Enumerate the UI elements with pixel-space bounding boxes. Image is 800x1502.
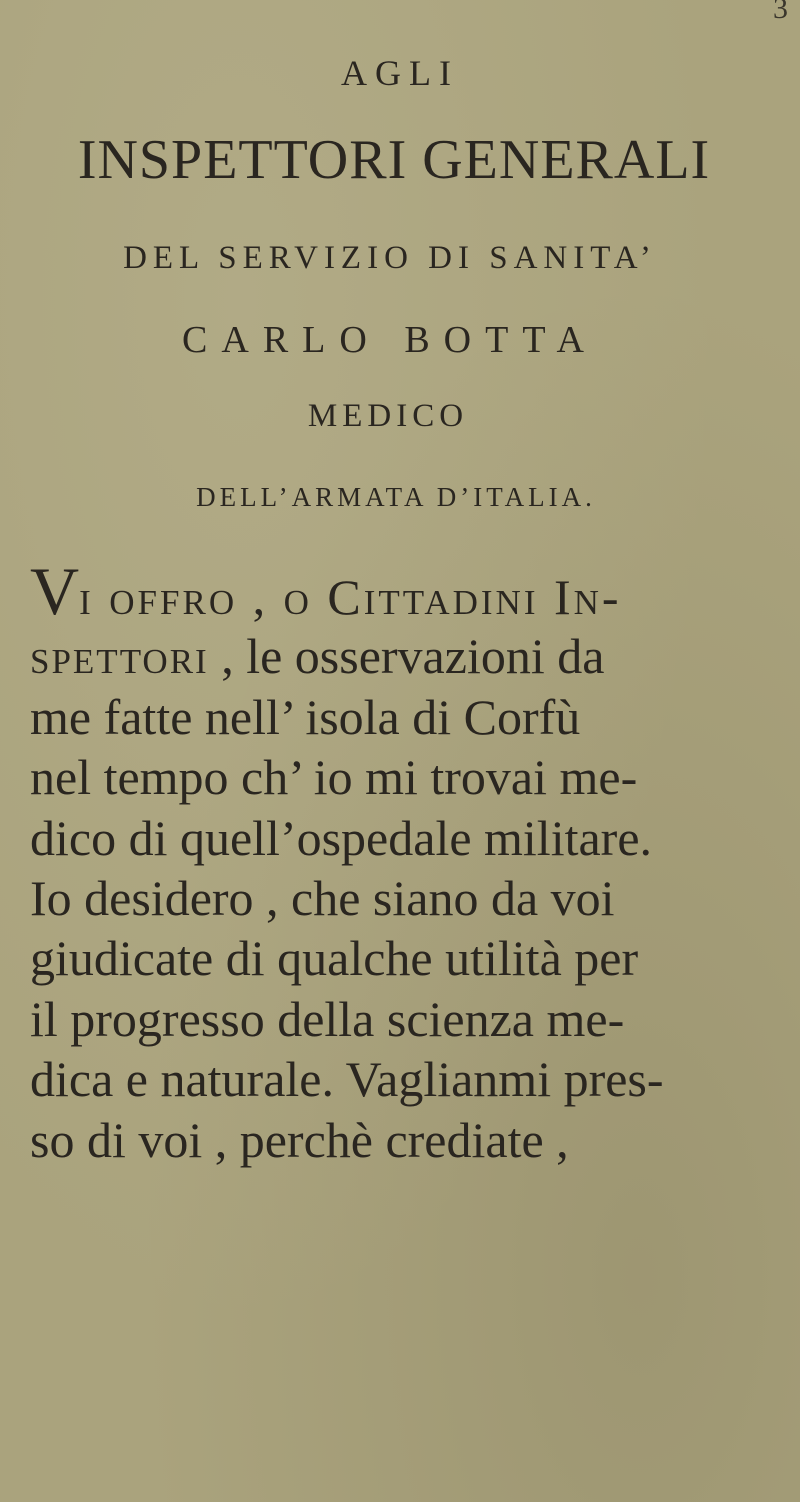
dedication-line-servizio: DEL SERVIZIO DI SANITA’ bbox=[123, 240, 657, 276]
text-line: dica e naturale. Vaglianmi pres- bbox=[30, 1051, 664, 1108]
dedication-line-agli: AGLI bbox=[341, 53, 459, 93]
text-line: me fatte nell’ isola di Corfù bbox=[30, 688, 581, 745]
text-line: nel tempo ch’ io mi trovai me- bbox=[30, 749, 638, 806]
small-caps-span: spettori bbox=[30, 628, 209, 685]
body-paragraph bbox=[30, 553, 790, 1170]
small-caps-span: Cittadini In- bbox=[327, 569, 622, 625]
text-line: giudicate di qualche utilità per bbox=[30, 930, 639, 987]
text-span: i offro , o bbox=[79, 569, 328, 625]
dedication-title: INSPETTORI GENERALI bbox=[77, 129, 711, 191]
text-line: Io desidero , che siano da voi bbox=[30, 869, 615, 926]
drop-cap: V bbox=[30, 553, 80, 629]
text-line bbox=[30, 626, 790, 686]
page-number: 3 bbox=[773, 0, 788, 25]
text-span: , le osservazioni da bbox=[208, 628, 605, 685]
text-line: dico di quell’ospedale militare. bbox=[30, 809, 653, 866]
author-name: CARLO BOTTA bbox=[182, 319, 598, 361]
author-affiliation: DELL’ARMATA D’ITALIA. bbox=[196, 482, 596, 512]
author-role: MEDICO bbox=[307, 398, 469, 434]
text-line: so di voi , perchè crediate , bbox=[30, 1111, 569, 1168]
text-line bbox=[30, 553, 790, 629]
text-line: il progresso della scienza me- bbox=[30, 990, 625, 1047]
